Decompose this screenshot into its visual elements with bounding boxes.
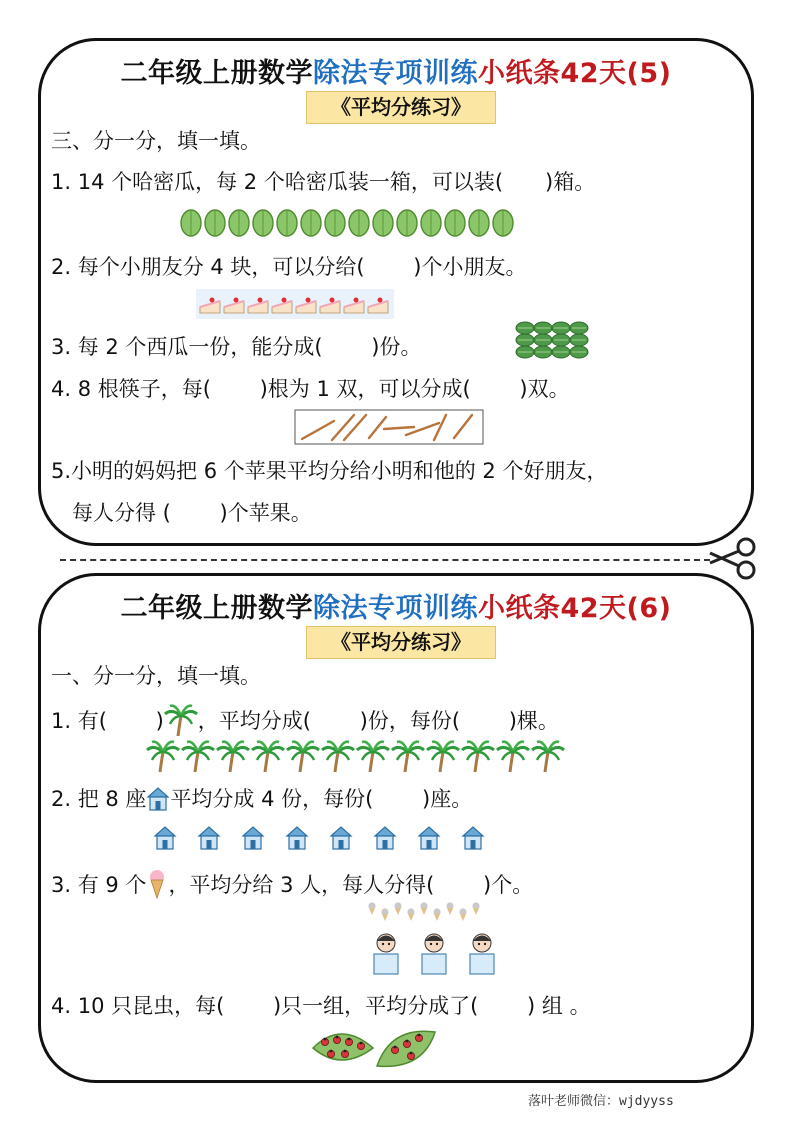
title-topic: 除法专项训练 — [312, 58, 478, 89]
house-icon — [331, 827, 351, 849]
palm-tree-icon — [147, 742, 179, 772]
melon-icon — [277, 210, 297, 236]
watermelon-icon — [570, 346, 588, 358]
melon-icon — [349, 210, 369, 236]
palm-tree-icon — [392, 742, 424, 772]
ice-cream-icon — [420, 902, 427, 915]
melons-illustration — [179, 207, 519, 239]
house-icon — [243, 827, 263, 849]
watermelon-icon — [552, 346, 570, 358]
child-icon — [422, 934, 446, 974]
question-1-end: ，平均分成( )份，每份( )棵。 — [197, 709, 559, 733]
question-3-end: ，平均分给 3 人，每人分得( )个。 — [168, 873, 534, 897]
leaf-icon — [377, 1031, 435, 1066]
card-subtitle: 《平均分练习》 — [306, 626, 496, 659]
watermelon-icon — [534, 322, 552, 334]
title-day: 小纸条42天(5) — [477, 58, 672, 89]
footer-contact: 落叶老师微信：wjdyyss — [528, 1094, 674, 1109]
palm-trees-illustration — [146, 732, 571, 776]
card-title — [41, 586, 751, 625]
question-1 — [51, 702, 559, 736]
melon-icon — [301, 210, 321, 236]
title-topic: 除法专项训练 — [312, 593, 478, 624]
question-3-start: 3. 有 9 个 — [51, 873, 147, 897]
title-grade: 二年级上册数学 — [120, 58, 313, 89]
leaves-with-ladybugs-illustration — [311, 1026, 441, 1070]
question-1: 1. 14 个哈密瓜，每 2 个哈密瓜装一箱，可以装( )箱。 — [51, 170, 596, 194]
watermelon-icon — [516, 346, 534, 358]
melon-icon — [373, 210, 393, 236]
house-icon — [419, 827, 439, 849]
cakes-illustration — [196, 289, 394, 319]
palm-tree-icon — [322, 742, 354, 772]
melon-icon — [493, 210, 513, 236]
ice-cream-icon — [472, 902, 479, 915]
cut-line — [60, 559, 710, 561]
ice-cream-icon — [394, 902, 401, 915]
watermelon-icon — [511, 318, 597, 362]
melon-icon — [181, 210, 201, 236]
watermelon-icon — [552, 334, 570, 346]
question-4: 4. 10 只昆虫，每( )只一组，平均分成了( ) 组 。 — [51, 994, 591, 1018]
house-icon — [146, 785, 170, 811]
melon-icon — [229, 210, 249, 236]
ice-cream-icon — [446, 902, 453, 915]
melon-icon — [205, 210, 225, 236]
question-5-line1: 5.小明的妈妈把 6 个苹果平均分给小明和他的 2 个好朋友， — [51, 459, 608, 483]
melon-icon — [469, 210, 489, 236]
ice-cream-icon — [368, 902, 375, 915]
palm-tree-icon — [252, 742, 284, 772]
ice-cream-icon — [459, 908, 466, 921]
card-subtitle: 《平均分练习》 — [306, 91, 496, 124]
house-icon — [155, 827, 175, 849]
question-5-line2: 每人分得 ( )个苹果。 — [51, 501, 312, 525]
watermelon-icon — [534, 334, 552, 346]
title-day: 小纸条42天(6) — [477, 593, 672, 624]
question-3 — [51, 868, 533, 900]
house-icon — [199, 827, 219, 849]
worksheet-card-day5 — [38, 38, 754, 546]
ice-cream-children-illustration — [359, 898, 499, 978]
watermelon-icon — [552, 322, 570, 334]
watermelon-icon — [516, 322, 534, 334]
palm-tree-icon — [182, 742, 214, 772]
question-4: 4. 8 根筷子，每( )根为 1 双，可以分成( )双。 — [51, 377, 570, 401]
palm-tree-icon — [462, 742, 494, 772]
houses-illustration — [149, 820, 499, 856]
question-3: 3. 每 2 个西瓜一份，能分成( )份。 — [51, 335, 422, 359]
card-title — [41, 51, 751, 90]
melon-icon — [445, 210, 465, 236]
watermelon-icon — [570, 322, 588, 334]
melon-icon — [253, 210, 273, 236]
palm-tree-icon — [532, 742, 564, 772]
question-2-end: 平均分成 4 份，每份( )座。 — [170, 787, 473, 811]
ice-cream-icon — [433, 908, 440, 921]
title-grade: 二年级上册数学 — [120, 593, 313, 624]
palm-tree-icon — [287, 742, 319, 772]
scissors-icon — [706, 537, 762, 581]
ice-cream-icon — [146, 868, 168, 900]
question-1-start: 1. 有( ) — [51, 709, 164, 733]
question-2-start: 2. 把 8 座 — [51, 787, 147, 811]
question-2: 2. 每个小朋友分 4 块，可以分给( )个小朋友。 — [51, 255, 527, 279]
watermelon-icon — [570, 334, 588, 346]
ice-cream-icon — [381, 908, 388, 921]
melon-icon — [397, 210, 417, 236]
melon-icon — [421, 210, 441, 236]
worksheet-card-day6 — [38, 573, 754, 1083]
palm-tree-icon — [357, 742, 389, 772]
palm-tree-icon — [217, 742, 249, 772]
section-heading: 三、分一分，填一填。 — [51, 129, 261, 153]
chopsticks-icon — [294, 409, 484, 445]
house-icon — [287, 827, 307, 849]
child-icon — [374, 934, 398, 974]
section-heading: 一、分一分，填一填。 — [51, 664, 261, 688]
palm-tree-icon — [427, 742, 459, 772]
watermelon-icon — [516, 334, 534, 346]
palm-tree-icon — [497, 742, 529, 772]
child-icon — [470, 934, 494, 974]
melon-icon — [325, 210, 345, 236]
question-2 — [51, 785, 472, 813]
house-icon — [463, 827, 483, 849]
ice-cream-icon — [407, 908, 414, 921]
house-icon — [375, 827, 395, 849]
palm-tree-icon — [164, 702, 198, 736]
watermelon-icon — [534, 346, 552, 358]
